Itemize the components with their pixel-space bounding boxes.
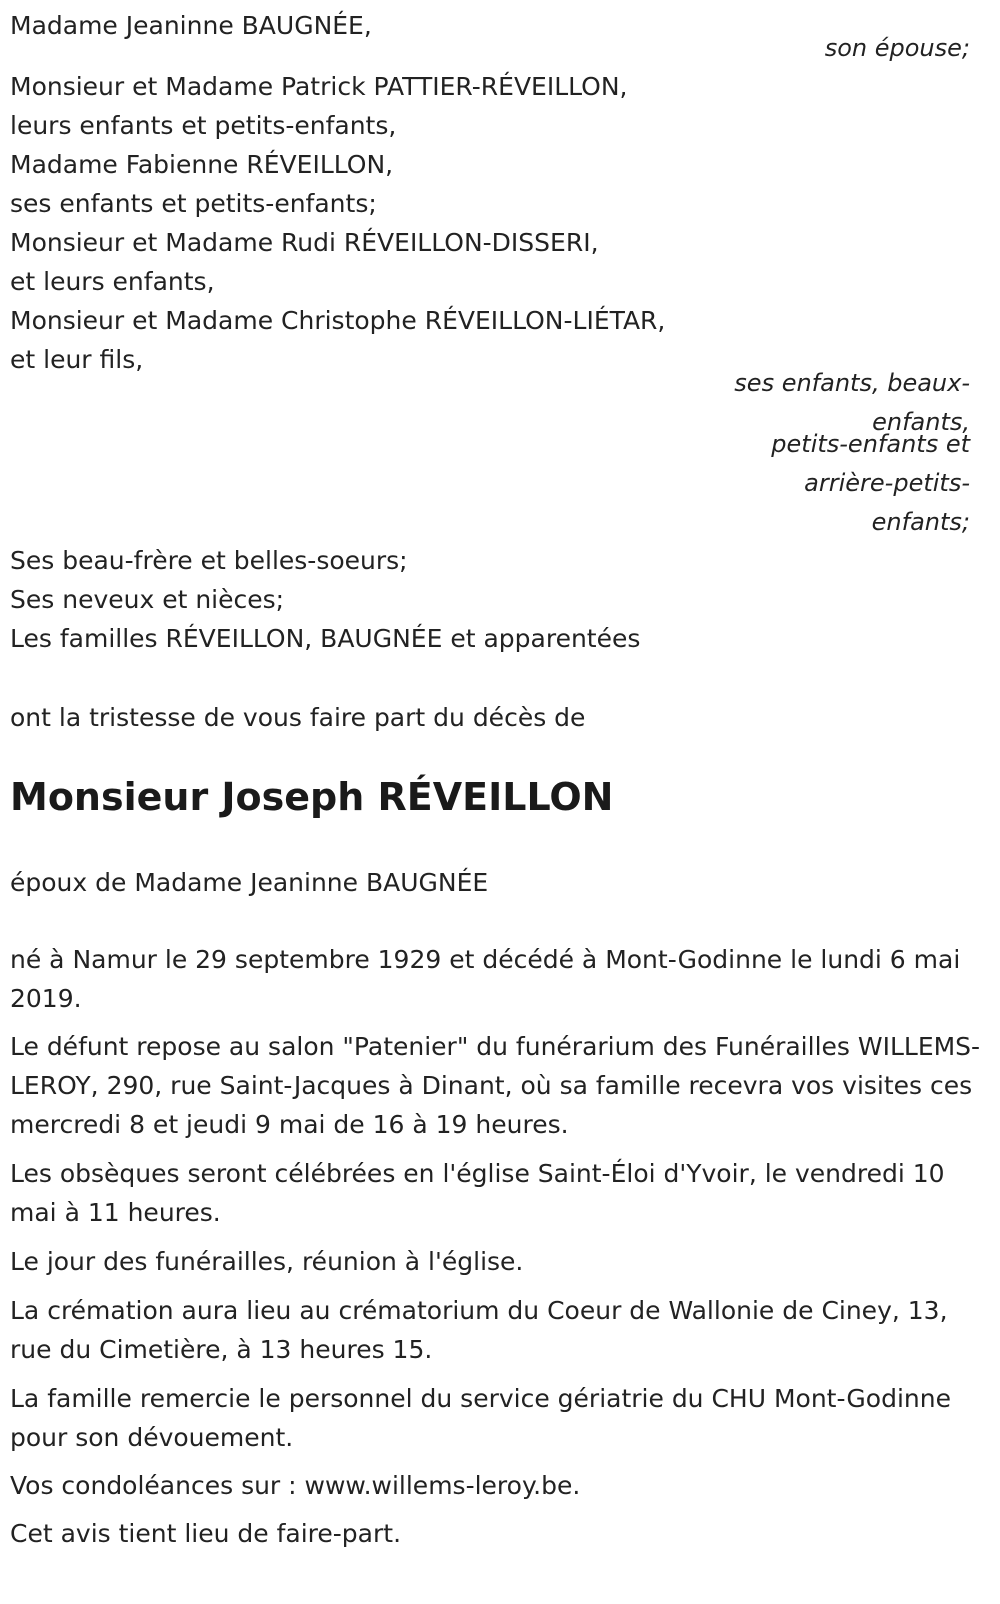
role-label-grandchildren — [771, 425, 970, 542]
role-line: enfants, — [872, 408, 970, 436]
role-label-spouse — [825, 29, 970, 68]
family-line: Ses neveux et nièces; — [10, 585, 285, 614]
meeting-paragraph: Le jour des funérailles, réunion à l'église. — [10, 1247, 524, 1276]
role-line: ses enfants, beaux- — [734, 369, 970, 397]
role-line: petits-enfants et — [771, 430, 970, 458]
family-line: Madame Fabienne RÉVEILLON, — [10, 150, 394, 179]
family-line: Ses beau-frère et belles-soeurs; — [10, 546, 408, 575]
family-line: Les familles RÉVEILLON, BAUGNÉE et apparentées — [10, 624, 641, 653]
condolences-paragraph: Vos condoléances sur : www.willems-leroy.be. — [10, 1471, 581, 1500]
family-line: Monsieur et Madame Christophe RÉVEILLON-LIÉTAR, — [10, 306, 666, 335]
family-line: et leurs enfants, — [10, 267, 215, 296]
deceased-name: Monsieur Joseph RÉVEILLON — [10, 775, 614, 819]
closing-paragraph: Cet avis tient lieu de faire-part. — [10, 1519, 402, 1548]
cremation-paragraph: La crémation aura lieu au crématorium du Coeur de Wallonie de Ciney, 13, rue du Cimetière, à 13 heures 15. — [10, 1296, 948, 1364]
spouse-line: époux de Madame Jeaninne BAUGNÉE — [10, 868, 489, 897]
family-line: et leur fils, — [10, 345, 144, 374]
role-label-children — [734, 364, 970, 403]
role-line: enfants; — [871, 508, 970, 536]
role-line: son épouse; — [824, 34, 970, 62]
birth-death-paragraph: né à Namur le 29 septembre 1929 et décédé à Mont-Godinne le lundi 6 mai 2019. — [10, 945, 961, 1013]
role-line: arrière-petits- — [804, 469, 970, 497]
family-line: ses enfants et petits-enfants; — [10, 189, 377, 218]
visitation-paragraph: Le défunt repose au salon "Patenier" du funérarium des Funérailles WILLEMS-LEROY, 290, rue Saint-Jacques à Dinant, où sa famille recevra vos visites ces mercredi 8 et jeudi 9 mai de 16 à 19 heures. — [10, 1032, 981, 1139]
family-line: Monsieur et Madame Rudi RÉVEILLON-DISSERI, — [10, 228, 599, 257]
funeral-paragraph: Les obsèques seront célébrées en l'église Saint-Éloi d'Yvoir, le vendredi 10 mai à 11 heures. — [10, 1159, 945, 1227]
thanks-paragraph: La famille remercie le personnel du service gériatrie du CHU Mont-Godinne pour son dévouement. — [10, 1384, 951, 1452]
announcement: ont la tristesse de vous faire part du décès de — [10, 703, 586, 732]
family-line: leurs enfants et petits-enfants, — [10, 111, 397, 140]
family-line-spouse: Madame Jeaninne BAUGNÉE, — [10, 11, 372, 40]
family-line: Monsieur et Madame Patrick PATTIER-RÉVEILLON, — [10, 72, 628, 101]
